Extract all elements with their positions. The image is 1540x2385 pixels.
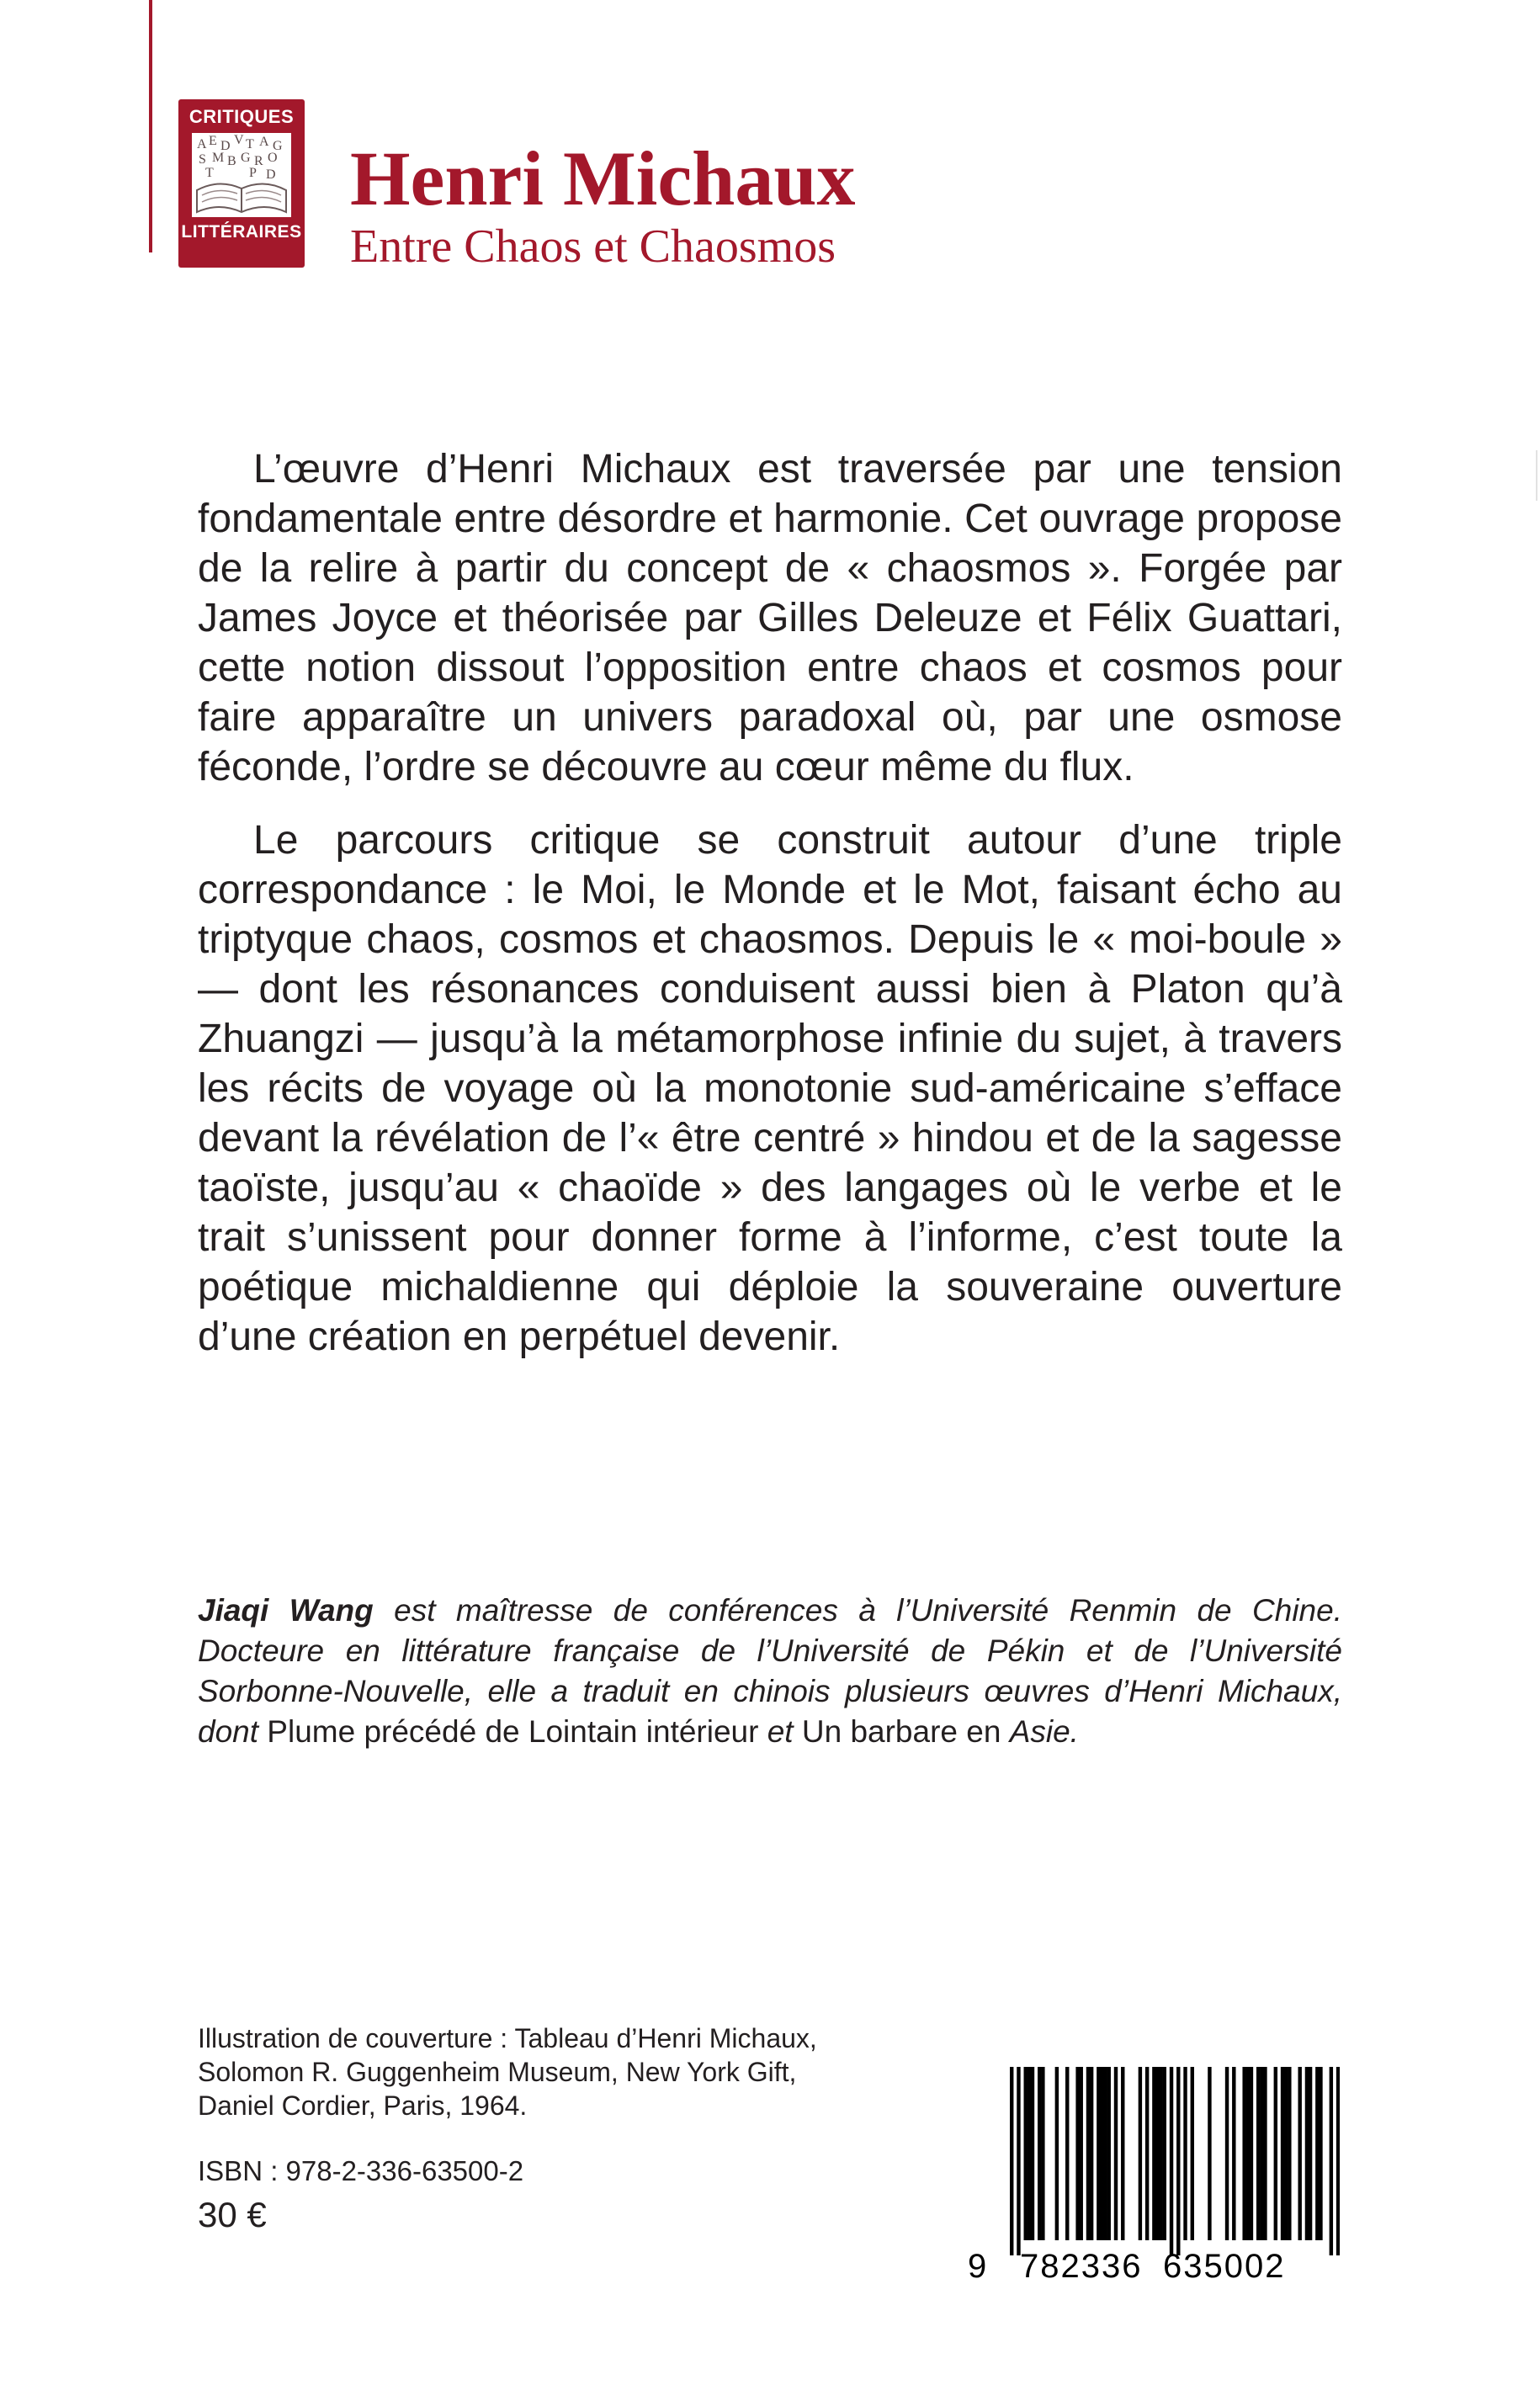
barcode-bar [1225, 2067, 1229, 2240]
svg-text:V: V [234, 133, 244, 147]
barcode-bar [1246, 2067, 1250, 2240]
barcode-bar [1107, 2067, 1111, 2240]
barcode-bar [1010, 2067, 1013, 2255]
barcode-bar [1256, 2067, 1260, 2240]
bio-work-title: Un barbare en [801, 1714, 1010, 1749]
barcode-bar [1103, 2067, 1107, 2240]
barcode-bar [1145, 2067, 1149, 2240]
barcode-bar [1065, 2067, 1069, 2240]
blurb-paragraph: Le parcours critique se construit autour d’une triple correspondance : le Moi, le Monde et le Mot, faisant écho au triptyque chaos, cosmos et chaosmos. Depuis le « moi-boule » — dont les résonances conduisent aussi bien à Platon qu’à Zhuangzi — jusqu’à la métamorphose infinie du sujet, à travers les récits de voyage où la monotonie sud-américaine s’efface devant la révélation de l’« être centré » hindou et de la sagesse taoïste, jusqu’au « chaoïde » des langages où le verbe et le trait s’unissent pour donner forme à l’informe, c’est toute la poétique michaldienne qui déploie la souveraine ouverture d’une création en perpétuel devenir. [198, 818, 1342, 1359]
barcode-bar [1330, 2067, 1333, 2255]
bio-connector: et [758, 1714, 802, 1749]
blurb [198, 444, 1342, 1362]
barcode-bar [1242, 2067, 1245, 2240]
barcode-bar [1090, 2067, 1093, 2240]
series-logo [178, 99, 305, 268]
svg-text:M: M [212, 151, 225, 165]
barcode-bar [1028, 2067, 1031, 2240]
barcode-bar [1305, 2067, 1309, 2240]
title-block [350, 136, 856, 273]
isbn-barcode [1010, 2067, 1340, 2255]
barcode-bar [1114, 2067, 1118, 2240]
credits-line: Illustration de couverture : Tableau d’Henri Michaux, [198, 2023, 817, 2053]
cover-credits [198, 2021, 854, 2122]
barcode-bar [1155, 2067, 1159, 2240]
barcode-bar [1041, 2067, 1044, 2240]
barcode-bar [1191, 2067, 1194, 2240]
bio-work-title-end: Asie. [1009, 1714, 1079, 1749]
barcode-bar [1139, 2067, 1142, 2240]
barcode-bar [1163, 2067, 1166, 2240]
svg-text:R: R [254, 154, 263, 168]
barcode-digit-first: 9 [968, 2248, 987, 2285]
barcode-bar [1232, 2067, 1235, 2240]
svg-text:S: S [199, 152, 206, 167]
author-bio [198, 1591, 1342, 1752]
barcode-bar [1309, 2067, 1312, 2240]
svg-text:G: G [241, 151, 251, 165]
barcode-bar [1250, 2067, 1253, 2240]
barcode-bar [1038, 2067, 1041, 2240]
svg-text:T: T [246, 137, 254, 151]
book-title: Henri Michaux [350, 135, 856, 221]
barcode-bar [1152, 2067, 1155, 2240]
svg-text:D: D [220, 139, 231, 153]
credits-line: Daniel Cordier, Paris, 1964. [198, 2090, 528, 2121]
barcode-bar [1183, 2067, 1187, 2240]
barcode-bar [1281, 2067, 1284, 2240]
barcode-bar [1086, 2067, 1090, 2240]
bio-text: est maîtresse de conférences à l’Université Renmin de Chine. Docteure en littérature française de l’Université de Pékin et de l’Université Sorbonne-Nouvelle, elle a traduit en chinois plusieurs œuvres d’Henri Michaux, dont [198, 1593, 1342, 1749]
barcode-bar [1298, 2067, 1301, 2240]
series-logo-top-label: CRITIQUES [189, 106, 295, 127]
barcode-bar [1208, 2067, 1211, 2240]
svg-text:P: P [249, 166, 257, 180]
barcode-digits-left: 782336 [1020, 2248, 1143, 2285]
barcode-bar [1319, 2067, 1322, 2240]
author-name: Jiaqi Wang [198, 1593, 374, 1628]
barcode-bar [1263, 2067, 1267, 2240]
svg-text:A: A [259, 135, 269, 149]
barcode-bar [1176, 2067, 1180, 2255]
svg-text:O: O [268, 151, 278, 165]
svg-text:A: A [197, 137, 207, 151]
barcode-bar [1274, 2067, 1277, 2240]
isbn: ISBN : 978-2-336-63500-2 [198, 2155, 524, 2186]
price: 30 € [198, 2195, 267, 2234]
barcode-bar [1075, 2067, 1079, 2240]
barcode-bar [1031, 2067, 1034, 2240]
barcode-bar [1097, 2067, 1100, 2240]
series-logo-bottom-label: LITTÉRAIRES [181, 222, 302, 242]
barcode-bar [1100, 2067, 1103, 2240]
barcode-bar [1024, 2067, 1028, 2240]
barcode-bar [1055, 2067, 1059, 2240]
svg-text:T: T [205, 166, 214, 180]
book-subtitle: Entre Chaos et Chaosmos [350, 220, 836, 273]
edge-rule [1536, 450, 1537, 501]
barcode-bar [1159, 2067, 1162, 2240]
barcode-digits-right: 635002 [1163, 2248, 1286, 2285]
svg-text:B: B [227, 154, 236, 168]
credits-line: Solomon R. Guggenheim Museum, New York Gift, [198, 2057, 797, 2087]
bio-work-title: Plume précédé de Lointain intérieur [267, 1714, 759, 1749]
barcode-bar [1260, 2067, 1263, 2240]
barcode-bar [1284, 2067, 1288, 2240]
svg-text:D: D [266, 167, 276, 182]
barcode-bar [1170, 2067, 1173, 2255]
svg-text:G: G [273, 139, 283, 153]
barcode-bar [1080, 2067, 1083, 2240]
barcode-bar [1288, 2067, 1291, 2240]
red-vertical-rule [149, 0, 152, 252]
open-book-with-letters-icon [190, 131, 293, 219]
barcode-bar [1017, 2067, 1020, 2255]
barcode-bar [1336, 2067, 1340, 2255]
barcode-bar [1121, 2067, 1124, 2240]
barcode-bar [1315, 2067, 1319, 2240]
svg-text:E: E [209, 134, 217, 148]
blurb-paragraph: L’œuvre d’Henri Michaux est traversée par une tension fondamentale entre désordre et harmonie. Cet ouvrage propose de la relire à partir du concept de « chaosmos ». Forgée par James Joyce et théorisée par Gilles Deleuze et Félix Guattari, cette notion dissout l’opposition entre chaos et cosmos pour faire apparaître un univers paradoxal où, par une osmose féconde, l’ordre se découvre au cœur même du flux. [198, 447, 1342, 789]
